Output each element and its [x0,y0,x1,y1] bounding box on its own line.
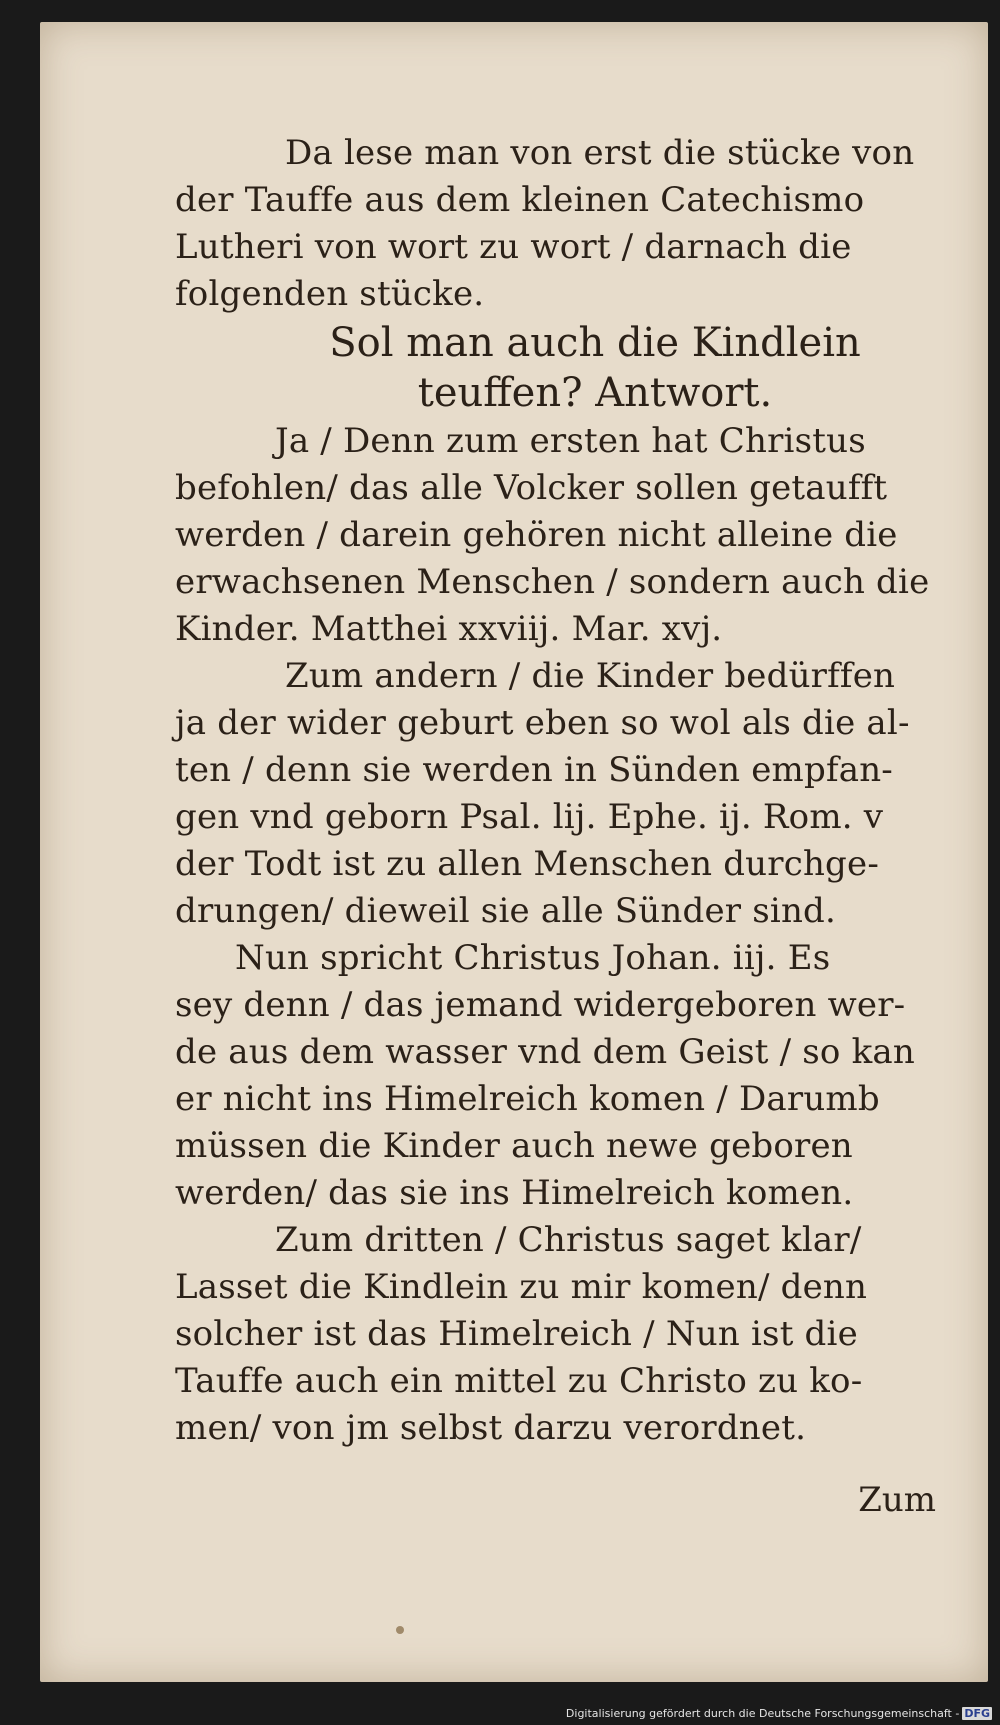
text-line: der Todt ist zu allen Menschen durchge- [175,844,880,884]
body-text [175,130,1000,1452]
text-line: ja der wider geburt eben so wol als die al- [175,703,910,743]
text-line: de aus dem wasser vnd dem Geist / so kan [175,1032,915,1072]
text-line: folgenden stücke. [175,274,485,314]
text-line: men/ von jm selbst darzu verordnet. [175,1408,807,1448]
text-line: Tauffe auch ein mittel zu Christo zu ko- [175,1361,863,1401]
text-line: Lasset die Kindlein zu mir komen/ denn [175,1267,868,1307]
text-line: gen vnd geborn Psal. lij. Ephe. ij. Rom. v [175,797,884,837]
text-line: Zum dritten / Christus saget klar/ [275,1220,862,1260]
text-line: solcher ist das Himelreich / Nun ist die [175,1314,858,1354]
text-line: müssen die Kinder auch newe geboren [175,1126,853,1166]
document-page [40,22,988,1682]
text-line: der Tauffe aus dem kleinen Catechismo [175,180,865,220]
section-heading: teuffen? Antwort. [417,370,773,416]
text-line: drungen/ dieweil sie alle Sünder sind. [175,891,837,931]
text-line: werden / darein gehören nicht alleine die [175,515,898,555]
text-line: Lutheri von wort zu wort / darnach die [175,227,852,267]
section-heading: Sol man auch die Kindlein [329,320,861,366]
text-line: werden/ das sie ins Himelreich komen. [175,1173,854,1213]
dfg-logo: DFG [964,1707,990,1720]
text-line: Zum andern / die Kinder bedürffen [285,656,896,696]
text-line: sey denn / das jemand widergeboren wer- [175,985,906,1025]
text-line: ten / denn sie werden in Sünden empfan- [175,750,893,790]
text-line: Nun spricht Christus Johan. iij. Es [235,938,831,978]
paper-speck [396,1626,404,1634]
text-line: er nicht ins Himelreich komen / Darumb [175,1079,880,1119]
text-line: Kinder. Matthei xxviij. Mar. xvj. [175,609,723,649]
text-line: Da lese man von erst die stücke von [285,133,915,173]
digitization-footer [566,1707,992,1720]
footer-text: Digitalisierung gefördert durch die Deutsche Forschungsgemeinschaft - [565,1707,960,1720]
text-line: befohlen/ das alle Volcker sollen getaufft [175,468,888,508]
text-line: erwachsenen Menschen / sondern auch die [175,562,930,602]
text-line: Ja / Denn zum ersten hat Christus [275,421,866,461]
catchword: Zum [858,1480,936,1520]
